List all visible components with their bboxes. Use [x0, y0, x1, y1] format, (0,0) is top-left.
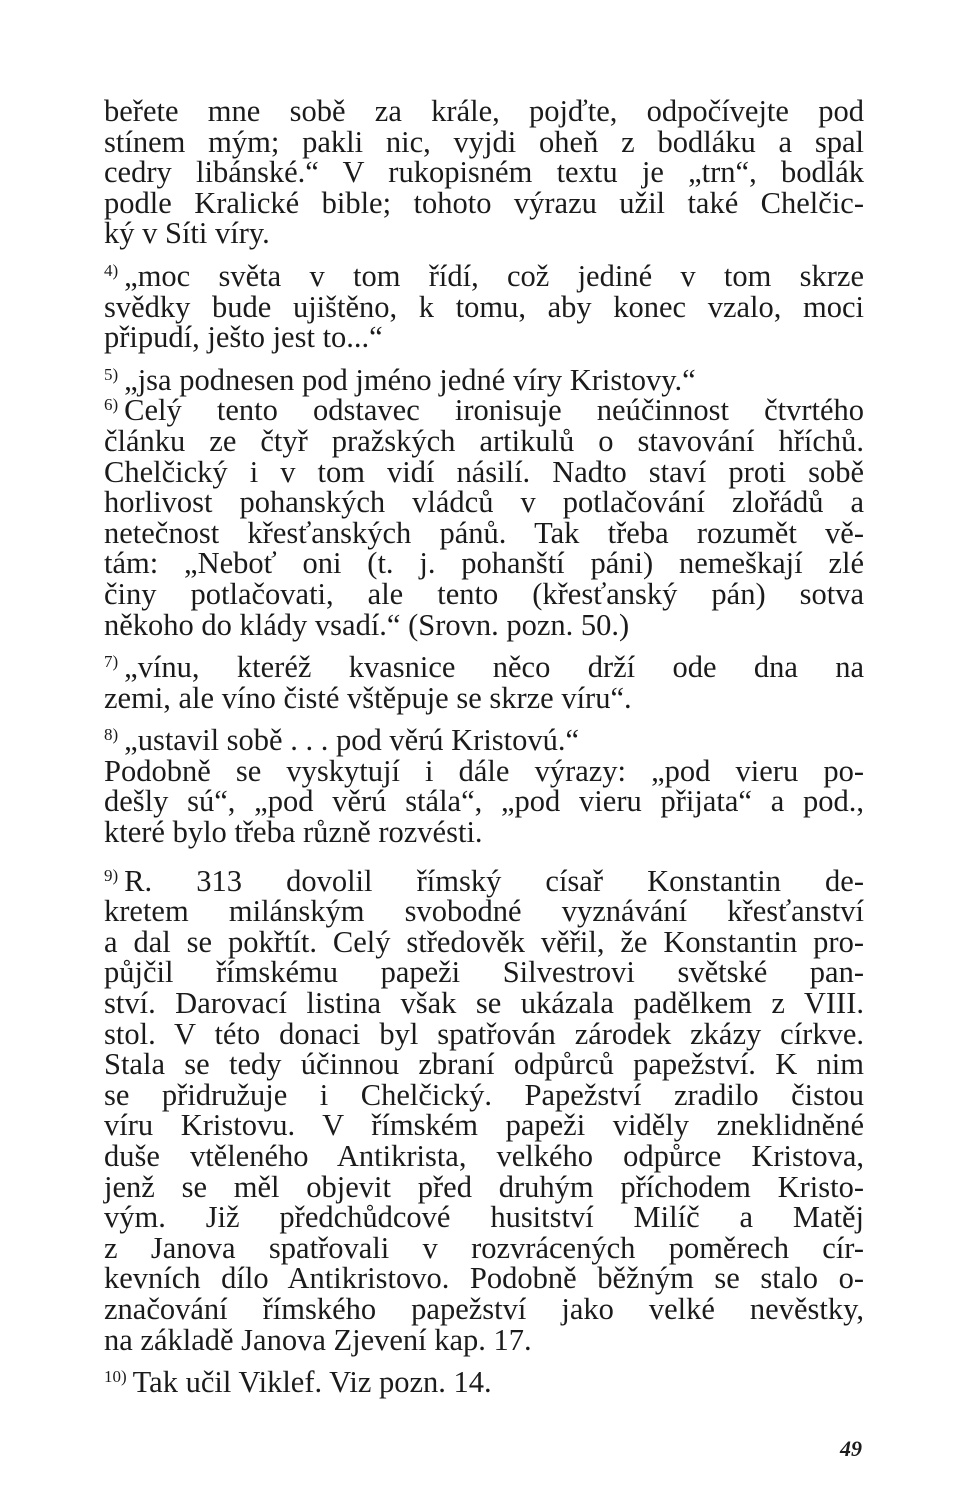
- footnote-marker: 4): [104, 260, 119, 280]
- text-line: beřete mne sobě za krále, pojďte, odpočívejte pod: [104, 94, 864, 128]
- text-line-content: „vínu, kteréž kvasnice něco drží ode dna na: [124, 650, 864, 685]
- text-line-content: „moc světa v tom řídí, což jediné v tom skrze: [124, 258, 864, 293]
- text-line: jenž se měl objevit před druhým příchodem Kristo-: [104, 1169, 864, 1204]
- footnote-4: [104, 258, 864, 355]
- footnote-marker: 6): [104, 395, 119, 415]
- footnote-10: [104, 1367, 864, 1398]
- text-line-content: Tak učil Viklef. Viz pozn. 14.: [132, 1365, 492, 1400]
- text-line: ký v Síti víry.: [104, 216, 270, 251]
- page-number: 49: [840, 1436, 862, 1461]
- footnote-8: [104, 723, 864, 850]
- text-line-content: „ustavil sobě . . . pod věrú Kristovú.“: [124, 723, 580, 758]
- text-line-content: „jsa podnesen pod jméno jedné víry Kristovy.“: [124, 362, 696, 397]
- text-line: zemi, ale víno čisté vštěpuje se skrze víru“.: [104, 680, 632, 715]
- footnote-marker: 8): [104, 725, 119, 745]
- text-line: Stala se tedy účinnou zbraní odpůrců papežství. K nim: [104, 1047, 864, 1082]
- text-line: svědky bude ujištěno, k tomu, aby konec vzalo, moci: [104, 289, 864, 324]
- text-line: netečnost křesťanských pánů. Tak třeba rozumět vě-: [104, 515, 864, 550]
- text-line: horlivost pohanských vládců v potlačování zlořádů a: [104, 485, 864, 520]
- text-line: které bylo třeba různě rozvésti.: [104, 815, 483, 850]
- text-line: značování římského papežství jako velké nevěstky,: [104, 1291, 864, 1326]
- text-line: [104, 395, 864, 426]
- text-line: podle Kralické bible; tohoto výrazu užil také Chelčic-: [104, 185, 864, 220]
- text-line: se přidružuje i Chelčický. Papežství zradilo čistou: [104, 1077, 864, 1112]
- text-line: článku ze čtyř pražských artikulů o stavování hříchů.: [104, 423, 864, 458]
- text-line-content: R. 313 dovolil římský císař Konstantin de-: [124, 863, 864, 898]
- text-line: kevních dílo Antikristovo. Podobně běžným se stalo o-: [104, 1261, 864, 1296]
- text-line: ství. Darovací listina však se ukázala padělkem z VIII.: [104, 986, 864, 1021]
- footnote-marker: 7): [104, 652, 119, 672]
- text-line-content: Celý tento odstavec ironisuje neúčinnost čtvrtého: [124, 393, 864, 428]
- text-line: činy potlačovati, ale tento (křesťanský pán) sotva: [104, 576, 864, 611]
- document-page: [104, 96, 864, 1398]
- text-line: a dal se pokřtít. Celý středověk věřil, že Konstantin pro-: [104, 924, 864, 959]
- text-line: půjčil římskému papeži Silvestrovi světské pan-: [104, 955, 864, 990]
- text-line: víru Kristovu. V římském papeži viděly zneklidněné: [104, 1108, 864, 1143]
- text-line: cedry libánské.“ V rukopisném textu je „trn“, bodlák: [104, 155, 864, 190]
- footnote-5: [104, 362, 864, 397]
- text-line: [104, 1367, 864, 1398]
- footnote-marker: 9): [104, 865, 119, 885]
- text-line: [104, 652, 864, 683]
- text-line: kretem milánským svobodné vyznávání křesťanství: [104, 894, 864, 929]
- text-line: vým. Již předchůdcové husitství Milíč a Matěj: [104, 1200, 864, 1235]
- footnote-marker: 10): [104, 1367, 127, 1387]
- text-line: připudí, ješto jest to...“: [104, 320, 383, 355]
- text-line: [104, 258, 864, 293]
- footnote-marker: 5): [104, 364, 119, 384]
- footnote-7: [104, 652, 864, 713]
- footnote-9: [104, 863, 864, 1357]
- text-line: stol. V této donaci byl spatřován zárodek zkázy církve.: [104, 1016, 864, 1051]
- text-line: dešly sú“, „pod věrú stála“, „pod vieru přijata“ a pod.,: [104, 784, 864, 819]
- footnote-6: [104, 395, 864, 640]
- text-line: tám: „Neboť oni (t. j. pohanští páni) nemeškají zlé: [104, 546, 864, 581]
- text-line: [104, 863, 864, 898]
- text-line: [104, 725, 864, 756]
- text-line: [104, 362, 864, 397]
- text-line: Podobně se vyskytují i dále výrazy: „pod vieru po-: [104, 753, 864, 788]
- text-line: duše vtěleného Antikrista, velkého odpůrce Kristova,: [104, 1139, 864, 1173]
- text-line: na základě Janova Zjevení kap. 17.: [104, 1322, 532, 1357]
- text-line: někoho do klády vsadí.“ (Srovn. pozn. 50.): [104, 607, 630, 642]
- text-line: stínem mým; pakli nic, vyjdi oheň z bodláku a spal: [104, 124, 864, 159]
- text-line: Chelčický i v tom vidí násilí. Nadto staví proti sobě: [104, 454, 864, 489]
- text-line: z Janova spatřovali v rozvrácených poměrech cír-: [104, 1230, 864, 1265]
- footnote-continuation: [104, 96, 864, 249]
